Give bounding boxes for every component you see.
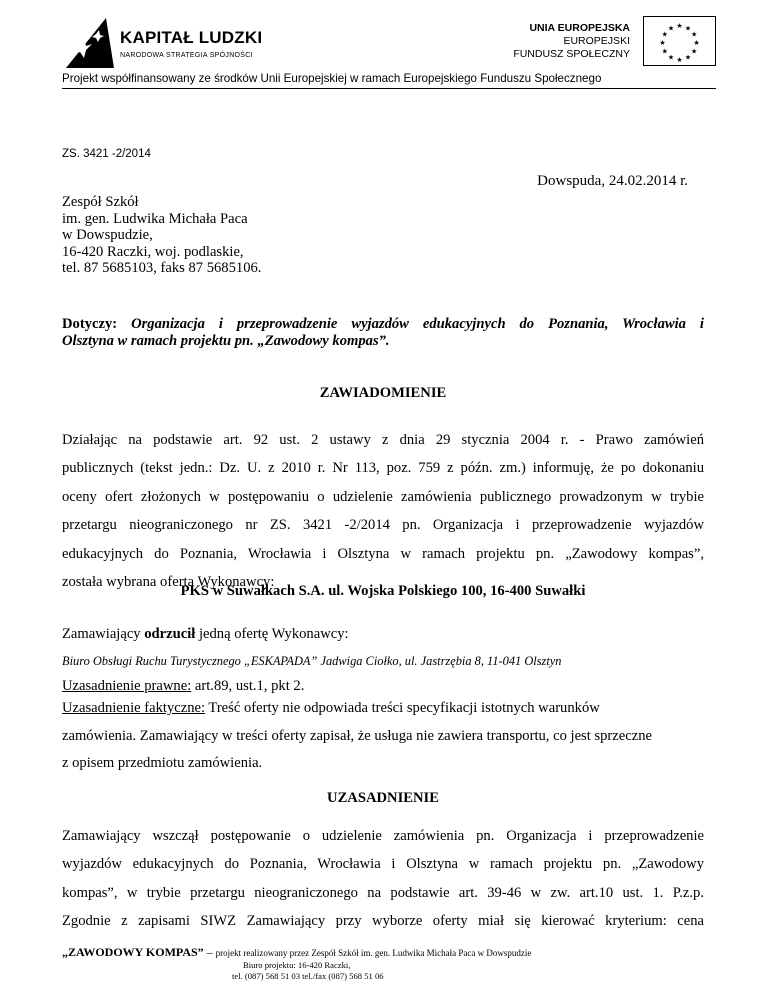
sender-line: 16-420 Raczki, woj. podlaskie, <box>62 243 244 260</box>
svg-text:★: ★ <box>691 47 698 56</box>
legal-justification-label: Uzasadnienie prawne: <box>62 678 192 694</box>
kapital-ludzki-subtitle: NARODOWA STRATEGIA SPÓJNOŚCI <box>120 52 253 59</box>
kapital-ludzki-emblem-icon <box>62 14 118 70</box>
notice-paragraph <box>62 426 704 596</box>
notice-heading: ZAWIADOMIENIE <box>319 385 447 401</box>
svg-text:★: ★ <box>676 56 683 64</box>
footer-project-name: „ZAWODOWY KOMPAS” <box>62 945 204 959</box>
sender-line: Zespół Szkół <box>62 194 139 210</box>
justification-heading: UZASADNIENIE <box>327 790 439 806</box>
svg-text:★: ★ <box>667 53 675 62</box>
justification-line: Zamawiający wszczął postępowanie o udzielenie zamówienia pn. Organizacja i przeprowadzenie <box>62 828 704 844</box>
svg-text:★: ★ <box>661 47 668 56</box>
subject-text-line2: Olsztyna w ramach projektu pn. „Zawodowy kompas”. <box>62 332 390 349</box>
eu-fund-line2: FUNDUSZ SPOŁECZNY <box>513 48 630 60</box>
factual-justification-line: zamówienia. Zamawiający w treści oferty zapisał, że usługa nie zawiera transportu, co jest sprzeczne <box>62 727 652 744</box>
svg-text:★: ★ <box>691 30 698 39</box>
footer-line3: tel. (087) 568 51 03 tel./fax (087) 568 51 06 <box>232 971 384 981</box>
rejected-intro-text: Zamawiający <box>62 626 145 642</box>
notice-line: oceny ofert złożonych w postępowaniu o udzielenie zamówienia publicznego prowadzonym w trybie <box>62 488 704 505</box>
legal-justification <box>62 678 704 695</box>
place-date: Dowspuda, 24.02.2014 r. <box>537 173 688 189</box>
kapital-ludzki-title: KAPITAŁ LUDZKI <box>120 28 263 47</box>
subject <box>62 316 704 349</box>
notice-line: przetargu nieograniczonego nr ZS. 3421 -2/2014 pn. Organizacja i przeprowadzenie wyjazdów <box>62 517 704 534</box>
notice-line: edukacyjnych do Poznania, Wrocławia i Olsztyna w ramach projektu pn. „Zawodowy kompas”, <box>62 545 704 562</box>
kapital-ludzki-logo <box>62 14 272 70</box>
footer <box>62 945 531 960</box>
cofinancing-statement: Projekt współfinansowany ze środków Unii Europejskiej w ramach Europejskiego Funduszu Społecznego <box>62 72 602 85</box>
factual-justification-line: Treść oferty nie odpowiada treści specyfikacji istotnych warunków <box>205 700 600 716</box>
sender-line: tel. 87 5685103, faks 87 5685106. <box>62 260 262 276</box>
footer-line2: Biuro projektu: 16-420 Raczki, <box>243 960 351 970</box>
sender-line: w Dowspudzie, <box>62 227 153 243</box>
eu-name: UNIA EUROPEJSKA <box>529 22 630 34</box>
factual-justification-label: Uzasadnienie faktyczne: <box>62 700 206 716</box>
notice-line: została wybrana oferta Wykonawcy: <box>62 574 275 591</box>
factual-justification-line: z opisem przedmiotu zamówienia. <box>62 755 263 771</box>
svg-text:★: ★ <box>684 24 692 33</box>
svg-text:★: ★ <box>659 39 666 47</box>
eu-flag <box>643 16 716 66</box>
justification-line: kompas”, w trybie przetargu nieograniczonego na podstawie art. 39-46 w zw. art.10 ust. 1. P.z.p. <box>62 884 704 901</box>
rejected-bidder: Biuro Obsługi Ruchu Turystycznego „ESKAPADA” Jadwiga Ciołko, ul. Jastrzębia 8, 11-041 Olsztyn <box>62 654 562 668</box>
eu-logo-text <box>513 22 630 61</box>
svg-text:★: ★ <box>676 22 683 30</box>
rejected-verb: odrzucił <box>144 626 196 642</box>
factual-justification <box>62 695 704 778</box>
legal-justification-text: art.89, ust.1, pkt 2. <box>191 678 305 694</box>
winning-bidder: PKS w Suwałkach S.A. ul. Wojska Polskiego 100, 16-400 Suwałki <box>180 583 586 599</box>
svg-text:★: ★ <box>693 39 700 47</box>
svg-text:★: ★ <box>684 53 692 62</box>
sender-address <box>62 194 261 277</box>
svg-text:★: ★ <box>661 30 668 39</box>
subject-label: Dotyczy: <box>62 316 118 332</box>
justification-line: wyjazdów edukacyjnych do Poznania, Wrocławia i Olsztyna w ramach projektu pn. „Zawodowy <box>62 856 704 873</box>
footer-line1: projekt realizowany przez Zespół Szkół im. gen. Ludwika Michała Paca w Dowspudzie <box>215 948 532 958</box>
notice-line: Działając na podstawie art. 92 ust. 2 ustawy z dnia 29 stycznia 2004 r. - Prawo zamówień <box>62 432 704 448</box>
justification-paragraph <box>62 822 704 936</box>
svg-text:★: ★ <box>667 24 675 33</box>
header-divider <box>62 88 716 89</box>
notice-line: publicznych (tekst jedn.: Dz. U. z 2010 r. Nr 113, poz. 759 z późn. zm.) informuję, że po dokonaniu <box>62 460 704 477</box>
rejected-intro <box>62 626 704 643</box>
eu-fund-line1: EUROPEJSKI <box>563 35 630 47</box>
reference-number: ZS. 3421 -2/2014 <box>62 148 151 160</box>
footer-dash: – <box>203 945 216 959</box>
eu-flag-icon <box>643 16 716 66</box>
rejected-intro-text-end: jedną ofertę Wykonawcy: <box>195 626 349 642</box>
justification-line: Zgodnie z zapisami SIWZ Zamawiający przy wyborze oferty miał się kierować kryterium: cena <box>62 913 704 930</box>
sender-line: im. gen. Ludwika Michała Paca <box>62 210 248 227</box>
subject-text-line1: Organizacja i przeprowadzenie wyjazdów edukacyjnych do Poznania, Wrocławia i <box>131 316 704 332</box>
